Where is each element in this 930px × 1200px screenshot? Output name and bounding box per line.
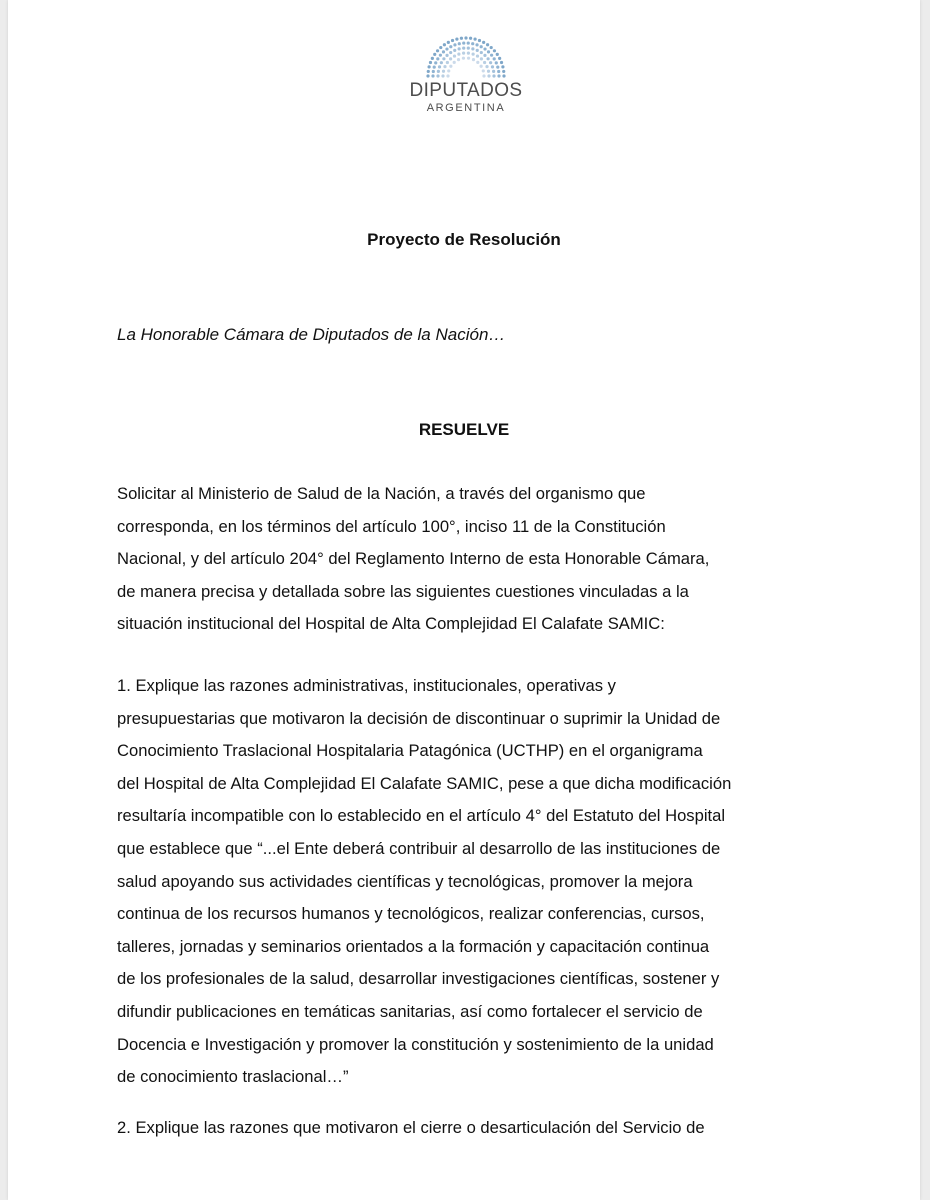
emblem-dot: [485, 65, 488, 68]
emblem-dot: [464, 36, 467, 39]
resolve-heading: RESUELVE: [418, 420, 510, 439]
emblem-dot: [449, 51, 452, 54]
emblem-dot: [472, 58, 475, 61]
emblem-dot: [437, 70, 440, 73]
emblem-dot: [447, 69, 450, 72]
emblem-dot: [453, 49, 456, 52]
emblem-dot: [462, 47, 465, 50]
emblem-dot: [442, 57, 445, 60]
paragraph-line: Conocimiento Traslacional Hospitalaria Patagónica (UCTHP) en el organigrama: [117, 741, 703, 761]
emblem-dot: [491, 65, 494, 68]
document-title: Proyecto de Resolución: [367, 230, 561, 249]
emblem-dot: [467, 52, 470, 55]
emblem-dot: [445, 54, 448, 57]
item-1-paragraph: [117, 670, 837, 1094]
emblem-dot: [498, 57, 501, 60]
emblem-dot: [428, 65, 431, 68]
emblem-dot: [457, 58, 460, 61]
emblem-dot: [471, 42, 474, 45]
emblem-dot: [483, 54, 486, 57]
emblem-dot: [443, 43, 446, 46]
emblem-dot: [472, 53, 475, 56]
emblem-dot: [502, 70, 505, 73]
emblem-dot: [429, 61, 432, 64]
emblem-dot: [471, 47, 474, 50]
emblem-dot: [502, 74, 505, 77]
document-page: [8, 0, 920, 1200]
diputados-logo: [404, 36, 528, 126]
emblem-dot: [486, 43, 489, 46]
paragraph-line: del Hospital de Alta Complejidad El Calafate SAMIC, pese a que dicha modificación: [117, 773, 732, 793]
emblem-dot: [476, 54, 479, 57]
paragraph-line: de manera precisa y detallada sobre las siguientes cuestiones vinculadas a la: [117, 581, 689, 601]
emblem-dot: [500, 61, 503, 64]
emblem-dot: [433, 53, 436, 56]
emblem-dot: [480, 65, 483, 68]
emblem-dot: [443, 65, 446, 68]
emblem-dot: [436, 49, 439, 52]
logo-sub-text: ARGENTINA: [426, 102, 506, 114]
emblem-dot: [467, 41, 470, 44]
emblem-dot: [493, 57, 496, 60]
emblem-dot: [453, 61, 456, 64]
emblem-dot: [497, 70, 500, 73]
emblem-dot: [441, 74, 444, 77]
emblem-dot: [490, 46, 493, 49]
emblem-dot: [442, 70, 445, 73]
emblem-dot: [449, 65, 452, 68]
emblem-dot: [497, 74, 500, 77]
emblem-dot: [480, 57, 483, 60]
emblem-dot: [432, 70, 435, 73]
emblem-dot: [482, 69, 485, 72]
paragraph-line: continua de los recursos humanos y tecnológicos, realizar conferencias, cursos,: [117, 904, 705, 924]
paragraph-line: 2. Explique las razones que motivaron el cierre o desarticulación del Servicio de: [117, 1118, 705, 1137]
emblem-dot: [492, 74, 495, 77]
emblem-dot: [436, 57, 439, 60]
emblem-dot: [462, 57, 465, 60]
emblem-dot: [442, 50, 445, 53]
emblem-dot: [476, 61, 479, 64]
emblem-dot: [482, 74, 485, 77]
emblem-dot: [467, 57, 470, 60]
emblem-dot: [483, 61, 486, 64]
emblem-dot: [446, 61, 449, 64]
paragraph-line: salud apoyando sus actividades científicas y tecnológicas, promover la mejora: [117, 871, 693, 891]
emblem-dot: [495, 61, 498, 64]
emblem-dot: [427, 70, 430, 73]
emblem-dot: [458, 42, 461, 45]
emblem-dot: [439, 54, 442, 57]
emblem-dot: [490, 54, 493, 57]
emblem-dot: [460, 37, 463, 40]
emblem-dot: [445, 47, 448, 50]
paragraph-line: Nacional, y del artículo 204° del Reglamento Interno de esta Honorable Cámara,: [117, 549, 710, 569]
emblem-dot: [431, 57, 434, 60]
emblem-dot: [487, 50, 490, 53]
emblem-dot: [496, 53, 499, 56]
emblem-dot: [455, 38, 458, 41]
emblem-dot: [440, 61, 443, 64]
emblem-dot: [439, 46, 442, 49]
emblem-dot: [476, 49, 479, 52]
hemicycle-emblem-icon: [420, 36, 512, 78]
paragraph-line: difundir publicaciones en temáticas sanitarias, así como fortalecer el servicio de: [117, 1001, 703, 1021]
paragraph-line: de los profesionales de la salud, desarrollar investigaciones científicas, sostener y: [117, 969, 720, 989]
emblem-dot: [438, 65, 441, 68]
emblem-dot: [431, 74, 434, 77]
emblem-dot: [480, 45, 483, 48]
emblem-dot: [496, 66, 499, 69]
emblem-dot: [436, 74, 439, 77]
emblem-dot: [487, 70, 490, 73]
paragraph-line: presupuestarias que motivaron la decisión de discontinuar o suprimir la Unidad de: [117, 708, 721, 728]
emblem-dot: [489, 61, 492, 64]
emblem-dot: [458, 47, 461, 50]
paragraph-line: 1. Explique las razones administrativas, institucionales, operativas y: [117, 676, 616, 695]
preamble: La Honorable Cámara de Diputados de la Nación…: [117, 325, 506, 344]
emblem-dot: [457, 53, 460, 56]
emblem-dot: [426, 74, 429, 77]
emblem-dot: [480, 51, 483, 54]
emblem-dot: [453, 54, 456, 57]
emblem-dot: [492, 70, 495, 73]
paragraph-line: de conocimiento traslacional…”: [117, 1067, 349, 1087]
emblem-dot: [475, 43, 478, 46]
emblem-dot: [462, 52, 465, 55]
emblem-dot: [449, 57, 452, 60]
emblem-dot: [433, 66, 436, 69]
emblem-dot: [483, 47, 486, 50]
emblem-dot: [473, 38, 476, 41]
paragraph-line: Docencia e Investigación y promover la constitución y sostenimiento de la unidad: [117, 1034, 714, 1054]
emblem-dot: [467, 47, 470, 50]
emblem-dot: [434, 61, 437, 64]
emblem-dot: [447, 41, 450, 44]
emblem-dot: [451, 39, 454, 42]
emblem-dot: [501, 65, 504, 68]
emblem-dot: [493, 49, 496, 52]
emblem-dot: [446, 74, 449, 77]
emblem-dot: [462, 41, 465, 44]
emblem-dot: [478, 39, 481, 42]
intro-paragraph: [117, 478, 837, 641]
logo-main-text: DIPUTADOS: [409, 80, 523, 101]
paragraph-line: corresponda, en los términos del artículo 100°, inciso 11 de la Constitución: [117, 516, 666, 536]
emblem-dot: [487, 57, 490, 60]
emblem-dot: [482, 41, 485, 44]
emblem-dot: [453, 43, 456, 46]
emblem-dot: [449, 45, 452, 48]
emblem-dot: [487, 74, 490, 77]
paragraph-line: resultaría incompatible con lo establecido en el artículo 4° del Estatuto del Hospital: [117, 806, 726, 826]
emblem-dot: [469, 37, 472, 40]
paragraph-line: que establece que “...el Ente deberá contribuir al desarrollo de las instituciones de: [117, 838, 721, 858]
paragraph-line: Solicitar al Ministerio de Salud de la Nación, a través del organismo que: [117, 484, 646, 503]
paragraph-line: talleres, jornadas y seminarios orientados a la formación y capacitación continua: [117, 936, 710, 956]
item-2-paragraph: [117, 1112, 837, 1145]
paragraph-line: situación institucional del Hospital de Alta Complejidad El Calafate SAMIC:: [117, 614, 665, 634]
